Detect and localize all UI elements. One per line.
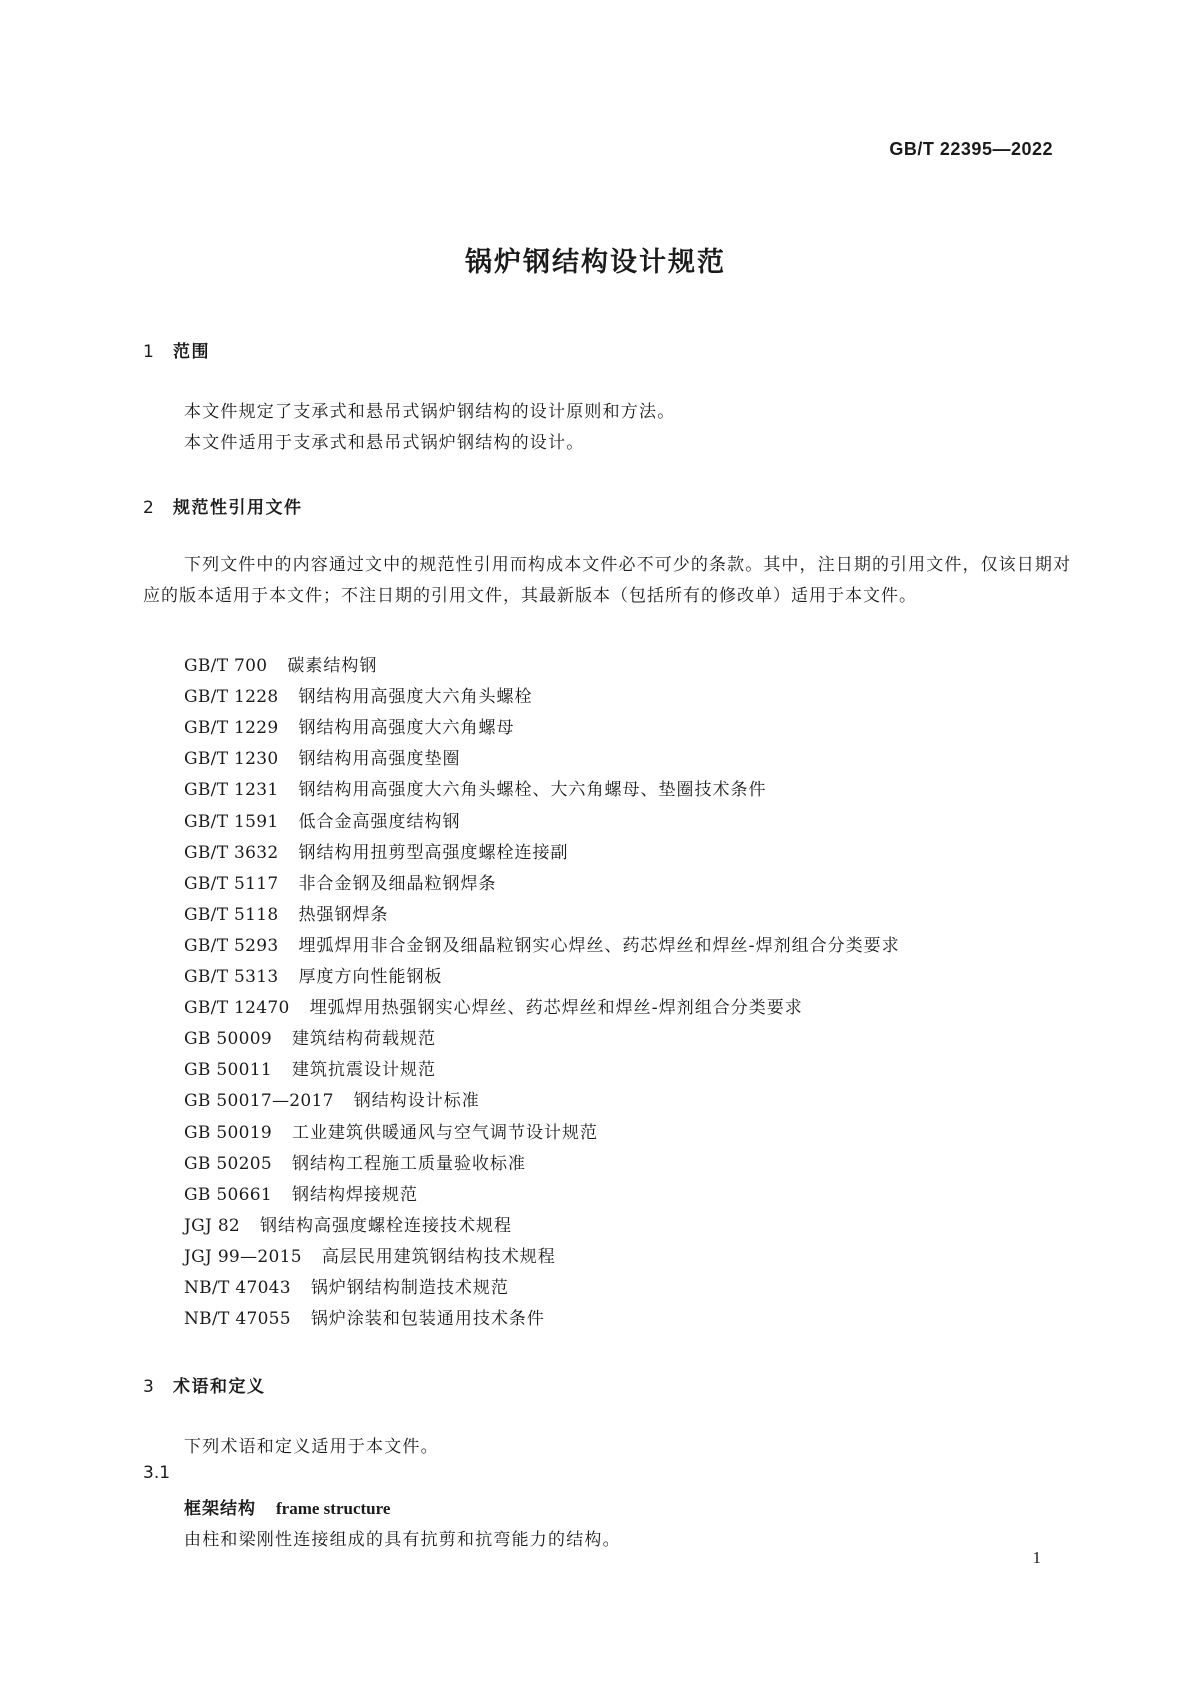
reference-code: GB/T 1228 [184,687,279,708]
reference-title: 钢结构高强度螺栓连接技术规程 [260,1215,513,1236]
reference-title: 锅炉涂装和包装通用技术条件 [310,1309,545,1330]
reference-code: GB 50017—2017 [184,1091,334,1112]
section-title: 范围 [173,342,210,362]
reference-title: 碳素结构钢 [287,656,378,676]
section-number: 3 [143,1377,156,1397]
reference-item [184,869,497,894]
reference-code: GB 50011 [184,1060,272,1081]
reference-code: GB/T 1591 [184,811,279,832]
reference-title: 钢结构设计标准 [353,1091,480,1112]
reference-code: GB 50019 [184,1122,272,1143]
reference-item [184,713,515,738]
term-english: frame structure [276,1499,391,1518]
reference-item [184,1211,512,1236]
term-heading [184,1494,390,1519]
reference-item [184,1024,436,1049]
reference-title: 非合金钢及细晶粒钢焊条 [298,873,497,894]
reference-code: GB 50205 [184,1153,272,1174]
term-chinese: 框架结构 [184,1499,256,1519]
reference-item [184,962,443,987]
reference-code: GB/T 5313 [184,967,279,987]
reference-item [184,1242,556,1267]
section-1-paragraph-1: 本文件规定了支承式和悬吊式锅炉钢结构的设计原则和方法。 [184,402,676,422]
section-number: 2 [143,498,156,518]
reference-item [184,1086,480,1111]
reference-code: NB/T 47043 [184,1278,291,1298]
reference-code: GB/T 700 [184,656,268,676]
reference-code: GB/T 1231 [184,780,279,801]
section-title: 术语和定义 [173,1377,266,1397]
reference-code: JGJ 99—2015 [184,1246,302,1267]
reference-title: 埋弧焊用热强钢实心焊丝、药芯焊丝和焊丝-焊剂组合分类要求 [309,998,803,1019]
reference-title: 钢结构焊接规范 [291,1184,418,1205]
reference-item [184,1055,436,1080]
reference-code: GB/T 5118 [184,904,279,925]
reference-title: 锅炉钢结构制造技术规范 [310,1278,509,1298]
reference-title: 钢结构用高强度垫圈 [298,749,461,770]
reference-item [184,744,461,769]
section-2-intro: 下列文件中的内容通过文中的规范性引用而构成本文件必不可少的条款。其中，注日期的引用文件，仅该日期对应的版本适用于本文件；不注日期的引用文件，其最新版本（包括所有的修改单）适用于本文件。 [143,555,1071,606]
reference-item [184,682,533,707]
reference-item [184,807,461,832]
reference-title: 工业建筑供暖通风与空气调节设计规范 [291,1122,598,1143]
section-3-heading [143,1372,266,1397]
reference-code: GB 50661 [184,1184,272,1205]
standard-code: GB/T 22395—2022 [889,139,1053,159]
section-2-heading [143,493,303,518]
reference-item [184,838,569,863]
section-1-paragraph-2: 本文件适用于支承式和悬吊式锅炉钢结构的设计。 [184,433,585,453]
reference-title: 钢结构用高强度大六角头螺栓 [298,687,533,708]
term-number: 3.1 [143,1463,171,1483]
reference-item [184,1304,545,1329]
reference-code: NB/T 47055 [184,1309,291,1330]
reference-code: GB/T 5117 [184,873,279,894]
section-number: 1 [143,342,156,362]
reference-title: 高层民用建筑钢结构技术规程 [321,1246,556,1267]
reference-title: 钢结构工程施工质量验收标准 [291,1153,526,1174]
reference-code: GB/T 3632 [184,842,279,863]
document-title: 锅炉钢结构设计规范 [465,247,726,278]
section-3-intro: 下列术语和定义适用于本文件。 [184,1437,439,1457]
reference-item [184,931,900,956]
reference-item [184,1118,598,1143]
reference-title: 热强钢焊条 [298,904,389,925]
reference-code: GB/T 1230 [184,749,279,770]
reference-item [184,1149,526,1174]
reference-code: GB/T 5293 [184,935,279,956]
reference-item [184,993,803,1018]
reference-item [184,900,389,925]
reference-title: 钢结构用高强度大六角头螺栓、大六角螺母、垫圈技术条件 [298,780,767,801]
section-title: 规范性引用文件 [173,498,303,518]
reference-title: 钢结构用高强度大六角螺母 [298,718,515,739]
term-definition: 由柱和梁刚性连接组成的具有抗剪和抗弯能力的结构。 [184,1530,621,1550]
reference-code: GB 50009 [184,1029,272,1050]
reference-title: 钢结构用扭剪型高强度螺栓连接副 [298,842,569,863]
reference-title: 埋弧焊用非合金钢及细晶粒钢实心焊丝、药芯焊丝和焊丝-焊剂组合分类要求 [298,935,900,956]
reference-item [184,651,377,676]
reference-item [184,1180,418,1205]
reference-item [184,1273,509,1298]
reference-code: JGJ 82 [184,1215,241,1236]
reference-code: GB/T 1229 [184,718,279,739]
reference-code: GB/T 12470 [184,998,290,1019]
reference-title: 低合金高强度结构钢 [298,811,461,832]
reference-title: 建筑抗震设计规范 [291,1060,436,1081]
page-number: 1 [1032,1548,1041,1567]
reference-title: 建筑结构荷载规范 [291,1029,436,1050]
reference-title: 厚度方向性能钢板 [298,967,443,987]
section-1-heading [143,337,210,362]
reference-item [184,775,767,800]
